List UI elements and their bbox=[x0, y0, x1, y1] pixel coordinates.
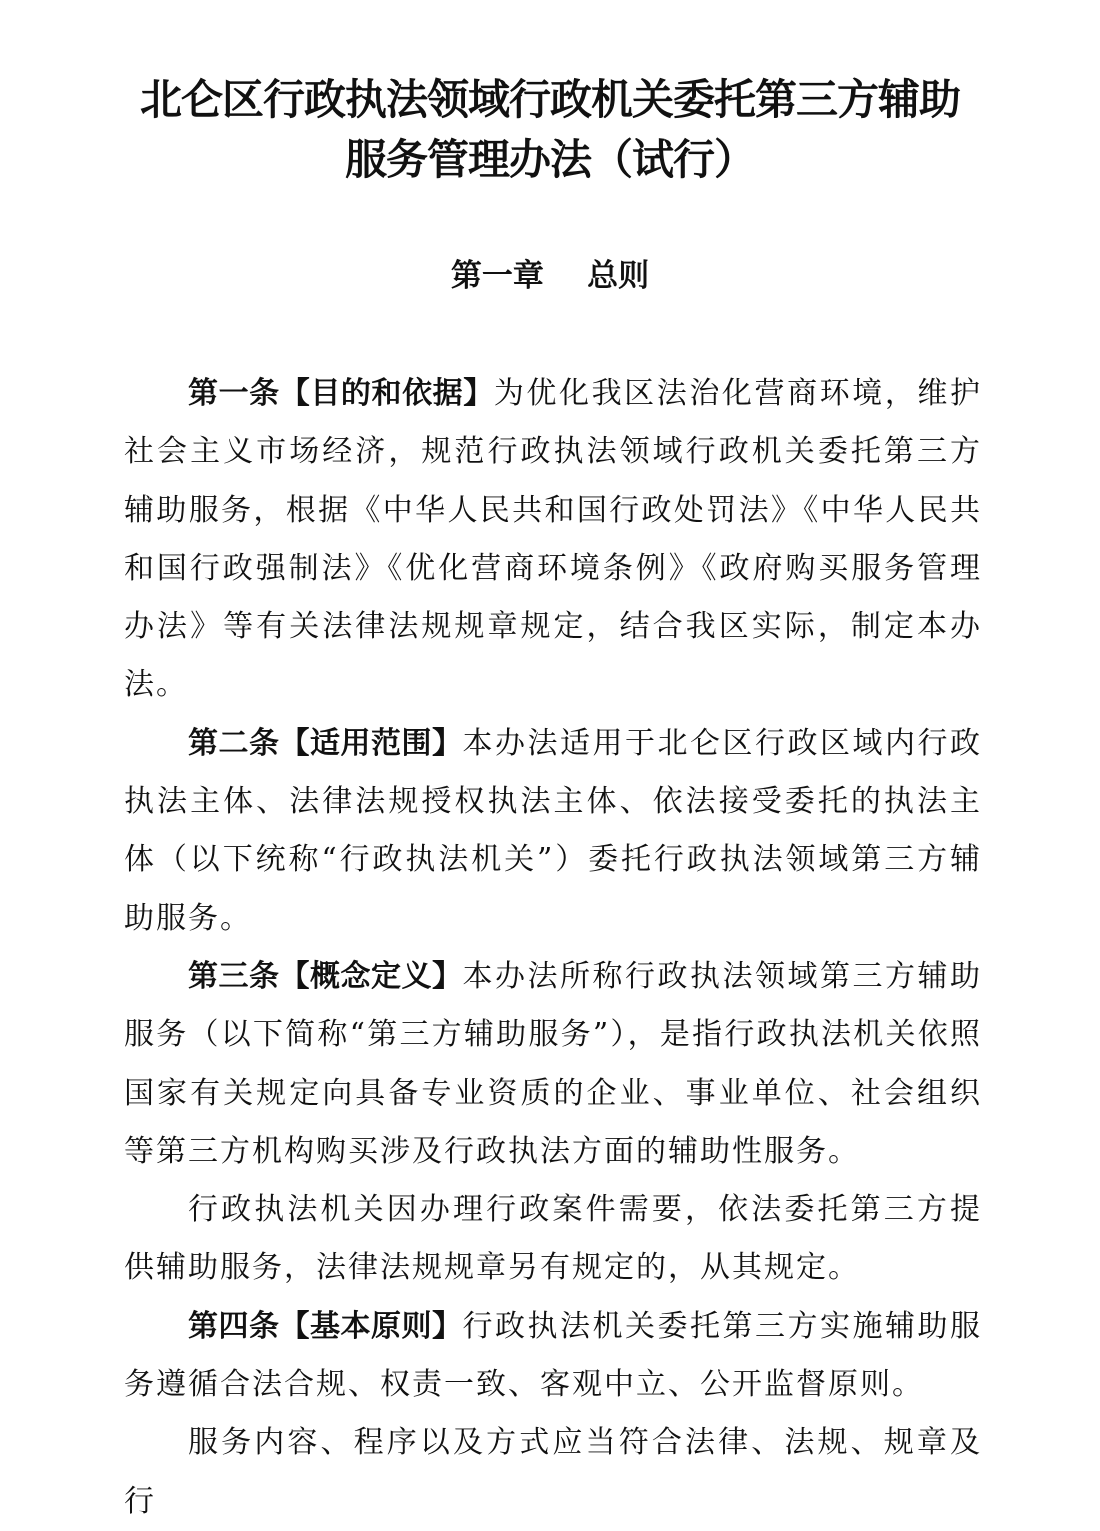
paragraph-article-1 bbox=[124, 365, 982, 715]
chapter-heading: 第一章 总则 bbox=[450, 258, 650, 294]
article-heading: 第三条【概念定义】 bbox=[188, 958, 463, 994]
paragraph-text: 服务内容、程序以及方式应当符合法律、法规、规章及行 bbox=[124, 1425, 982, 1519]
document-title-line-2: 服务管理办法（试行） bbox=[344, 135, 755, 184]
paragraph-text: 本办法适用于北仑区行政区域内行政执法主体、法律法规授权执法主体、依法接受委托的执法主体（以下统称“行政执法机关”）委托行政执法领域第三方辅助服务。 bbox=[124, 725, 982, 936]
document-title bbox=[0, 70, 1100, 190]
article-heading: 第二条【适用范围】 bbox=[188, 725, 463, 761]
article-heading: 第四条【基本原则】 bbox=[188, 1308, 463, 1344]
paragraph-article-3 bbox=[124, 948, 982, 1181]
paragraph-article-2 bbox=[124, 715, 982, 948]
paragraph-article-4-continued bbox=[124, 1414, 982, 1531]
paragraph-article-4 bbox=[124, 1298, 982, 1415]
paragraph-text: 为优化我区法治化营商环境，维护社会主义市场经济，规范行政执法领域行政机关委托第三方辅助服务，根据《中华人民共和国行政处罚法》《中华人民共和国行政强制法》《优化营商环境条例》《政府购买服务管理办法》等有关法律法规规章规定，结合我区实际，制定本办法。 bbox=[124, 376, 983, 703]
article-heading: 第一条【目的和依据】 bbox=[188, 376, 494, 411]
paragraph-text: 本办法所称行政执法领域第三方辅助服务（以下简称“第三方辅助服务”），是指行政执法机关依照国家有关规定向具备专业资质的企业、事业单位、社会组织等第三方机构购买涉及行政执法方面的辅助性服务。 bbox=[124, 958, 982, 1169]
document-title-line-1: 北仑区行政执法领域行政机关委托第三方辅助 bbox=[139, 75, 960, 124]
paragraph-text: 行政执法机关委托第三方实施辅助服务遵循合法合规、权责一致、客观中立、公开监督原则。 bbox=[124, 1308, 982, 1403]
paragraph-text: 行政执法机关因办理行政案件需要，依法委托第三方提供辅助服务，法律法规规章另有规定的，从其规定。 bbox=[124, 1192, 982, 1286]
document-body bbox=[124, 365, 982, 1531]
paragraph-article-3-continued bbox=[124, 1181, 982, 1298]
